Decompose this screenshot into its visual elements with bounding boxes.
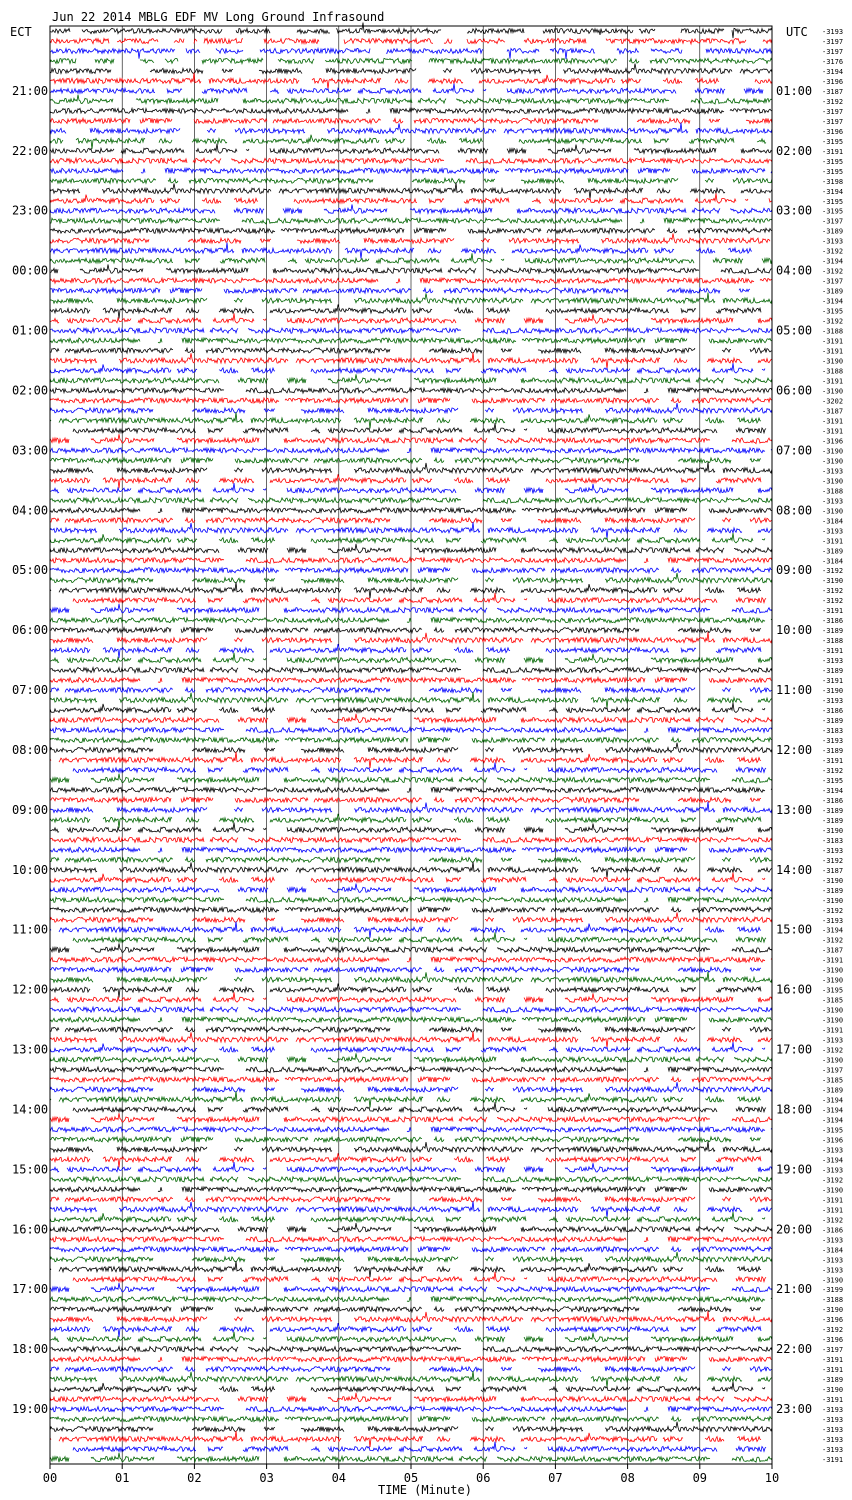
trace-offset-label: -3189 (822, 627, 844, 636)
trace-offset-label: -3195 (822, 1126, 844, 1135)
left-hour-label: 06:00 (12, 623, 49, 638)
trace-offset-label: -3197 (822, 47, 844, 56)
trace-offset-label: -3183 (822, 727, 844, 736)
trace-offset-label: -3188 (822, 487, 844, 496)
trace-offset-label: -3190 (822, 687, 844, 696)
right-hour-label: 06:00 (776, 383, 813, 398)
trace-offset-label: -3193 (822, 237, 844, 246)
left-hour-label: 10:00 (12, 862, 49, 877)
trace-offset-label: -3192 (822, 267, 844, 276)
right-hour-label: 17:00 (776, 1042, 813, 1057)
left-hour-label: 08:00 (12, 742, 49, 757)
right-hour-label: 23:00 (776, 1402, 813, 1417)
trace-offset-label: -3196 (822, 77, 844, 86)
x-tick-label: 09 (692, 1471, 708, 1485)
trace-offset-label: -3193 (822, 697, 844, 706)
right-hour-label: 05:00 (776, 323, 813, 338)
trace-offset-label: -3191 (822, 607, 844, 616)
right-hour-label: 19:00 (776, 1162, 813, 1177)
left-hour-label: 12:00 (12, 982, 49, 997)
trace-offset-label: -3196 (822, 127, 844, 136)
left-hour-label: 15:00 (12, 1162, 49, 1177)
trace-offset-label: -3191 (822, 537, 844, 546)
trace-offset-label: -3189 (822, 717, 844, 726)
trace-offset-label: -3193 (822, 1406, 844, 1415)
trace-offset-label: -3176 (822, 57, 844, 66)
trace-offset-label: -3189 (822, 806, 844, 815)
trace-offset-label: -3190 (822, 1276, 844, 1285)
trace-offset-label: -3195 (822, 157, 844, 166)
trace-offset-label: -3192 (822, 1216, 844, 1225)
x-axis-label: TIME (Minute) (378, 1483, 472, 1497)
trace-offset-label: -3186 (822, 617, 844, 626)
right-hour-label: 01:00 (776, 83, 813, 98)
trace-offset-label: -3183 (822, 836, 844, 845)
right-hour-label: 04:00 (776, 263, 813, 278)
trace-offset-label: -3195 (822, 307, 844, 316)
right-hour-label: 08:00 (776, 503, 813, 518)
trace-offset-label: -3195 (822, 137, 844, 146)
left-hour-label: 16:00 (12, 1222, 49, 1237)
trace-offset-label: -3192 (822, 587, 844, 596)
trace-offset-label: -3190 (822, 896, 844, 905)
trace-offset-label: -3193 (822, 1446, 844, 1455)
trace-offset-label: -3190 (822, 1056, 844, 1065)
left-hour-label: 02:00 (12, 383, 49, 398)
trace-offset-label: -3194 (822, 187, 844, 196)
trace-offset-label: -3194 (822, 67, 844, 76)
trace-offset-label: -3191 (822, 147, 844, 156)
trace-offset-label: -3191 (822, 1396, 844, 1405)
trace-offset-label: -3193 (822, 1266, 844, 1275)
trace-offset-label: -3196 (822, 1316, 844, 1325)
x-tick-label: 06 (475, 1471, 491, 1485)
trace-offset-label: -3193 (822, 737, 844, 746)
trace-offset-label: -3196 (822, 1136, 844, 1145)
trace-offset-label: -3189 (822, 1376, 844, 1385)
trace-offset-label: -3194 (822, 926, 844, 935)
trace-offset-label: -3196 (822, 437, 844, 446)
trace-offset-label: -3192 (822, 597, 844, 606)
trace-offset-label: -3190 (822, 966, 844, 975)
trace-offset-label: -3192 (822, 97, 844, 106)
trace-offset-label: -3187 (822, 866, 844, 875)
trace-offset-label: -3193 (822, 497, 844, 506)
trace-offset-label: -3190 (822, 1386, 844, 1395)
left-hour-label: 22:00 (12, 143, 49, 158)
trace-offset-label: -3195 (822, 197, 844, 206)
trace-offset-label: -3189 (822, 547, 844, 556)
left-hour-label: 00:00 (12, 263, 49, 278)
left-hour-label: 01:00 (12, 323, 49, 338)
right-hour-label: 02:00 (776, 143, 813, 158)
trace-offset-label: -3194 (822, 1106, 844, 1115)
x-tick-label: 07 (548, 1471, 563, 1485)
trace-offset-label: -3190 (822, 1186, 844, 1195)
trace-offset-label: -3194 (822, 1156, 844, 1165)
trace-offset-label: -3193 (822, 1256, 844, 1265)
right-hour-label: 15:00 (776, 922, 813, 937)
trace-offset-label: -3190 (822, 976, 844, 985)
trace-offset-label: -3190 (822, 1006, 844, 1015)
right-hour-label: 20:00 (776, 1222, 813, 1237)
trace-offset-label: -3190 (822, 577, 844, 586)
trace-offset-label: -3190 (822, 447, 844, 456)
trace-offset-label: -3190 (822, 457, 844, 466)
trace-offset-label: -3191 (822, 417, 844, 426)
left-hour-label: 21:00 (12, 83, 49, 98)
trace-offset-label: -3193 (822, 916, 844, 925)
trace-offset-label: -3193 (822, 657, 844, 666)
trace-offset-label: -3191 (822, 1456, 844, 1465)
x-tick-label: 02 (187, 1471, 202, 1485)
trace-offset-label: -3193 (822, 1436, 844, 1445)
left-hour-label: 19:00 (12, 1402, 49, 1417)
trace-offset-label: -3189 (822, 816, 844, 825)
trace-offset-label: -3191 (822, 377, 844, 386)
trace-offset-label: -3189 (822, 746, 844, 755)
trace-offset-label: -3186 (822, 796, 844, 805)
trace-offset-label: -3192 (822, 1046, 844, 1055)
trace-offset-label: -3197 (822, 37, 844, 46)
left-hour-label: 13:00 (12, 1042, 49, 1057)
trace-offset-label: -3195 (822, 986, 844, 995)
trace-offset-label: -3196 (822, 1336, 844, 1345)
left-hour-label: 18:00 (12, 1342, 49, 1357)
left-hour-label: 07:00 (12, 683, 49, 698)
trace-offset-label: -3193 (822, 27, 844, 36)
trace-offset-label: -3191 (822, 677, 844, 686)
trace-offset-labels (822, 28, 843, 1464)
trace-offset-label: -3202 (822, 397, 844, 406)
trace-offset-label: -3199 (822, 1286, 844, 1295)
trace-offset-label: -3187 (822, 87, 844, 96)
trace-offset-label: -3197 (822, 1346, 844, 1355)
trace-offset-label: -3191 (822, 647, 844, 656)
trace-offset-label: -3191 (822, 1026, 844, 1035)
trace-offset-label: -3195 (822, 167, 844, 176)
trace-offset-label: -3189 (822, 1086, 844, 1095)
trace-offset-label: -3195 (822, 207, 844, 216)
trace-offset-label: -3194 (822, 257, 844, 266)
trace-offset-label: -3188 (822, 637, 844, 646)
left-hour-label: 14:00 (12, 1102, 49, 1117)
trace-offset-label: -3192 (822, 856, 844, 865)
trace-offset-label: -3184 (822, 517, 844, 526)
trace-offset-label: -3192 (822, 317, 844, 326)
trace-offset-label: -3191 (822, 756, 844, 765)
trace-offset-label: -3193 (822, 467, 844, 476)
right-hour-label: 09:00 (776, 563, 813, 578)
trace-offset-label: -3185 (822, 1076, 844, 1085)
trace-offset-label: -3189 (822, 667, 844, 676)
trace-offset-label: -3191 (822, 1366, 844, 1375)
trace-offset-label: -3190 (822, 357, 844, 366)
trace-offset-label: -3194 (822, 297, 844, 306)
trace-offset-label: -3194 (822, 1116, 844, 1125)
trace-offset-label: -3187 (822, 407, 844, 416)
trace-offset-label: -3190 (822, 477, 844, 486)
trace-offset-label: -3190 (822, 387, 844, 396)
trace-offset-label: -3193 (822, 1426, 844, 1435)
trace-offset-label: -3193 (822, 1166, 844, 1175)
right-timezone-label: UTC (786, 25, 808, 39)
trace-offset-label: -3186 (822, 707, 844, 716)
trace-offset-label: -3188 (822, 1296, 844, 1305)
left-hour-label: 09:00 (12, 802, 49, 817)
trace-offset-label: -3188 (822, 367, 844, 376)
trace-offset-label: -3190 (822, 826, 844, 835)
trace-offset-label: -3197 (822, 277, 844, 286)
trace-offset-label: -3198 (822, 177, 844, 186)
trace-offset-label: -3187 (822, 946, 844, 955)
trace-offset-label: -3184 (822, 1246, 844, 1255)
trace-offset-label: -3193 (822, 1236, 844, 1245)
left-hour-label: 23:00 (12, 203, 49, 218)
x-tick-label: 10 (764, 1471, 780, 1485)
trace-offset-label: -3191 (822, 1206, 844, 1215)
trace-offset-label: -3197 (822, 117, 844, 126)
trace-offset-label: -3189 (822, 287, 844, 296)
trace-offset-label: -3191 (822, 337, 844, 346)
trace-offset-label: -3188 (822, 327, 844, 336)
left-hour-label: 03:00 (12, 443, 49, 458)
trace-offset-label: -3186 (822, 1226, 844, 1235)
left-hour-label: 05:00 (12, 563, 49, 578)
trace-offset-label: -3195 (822, 776, 844, 785)
right-hour-label: 14:00 (776, 862, 813, 877)
trace-offset-label: -3192 (822, 567, 844, 576)
x-tick-label: 05 (403, 1471, 419, 1485)
right-hour-label: 13:00 (776, 802, 813, 817)
trace-offset-label: -3193 (822, 1036, 844, 1045)
trace-offset-label: -3193 (822, 846, 844, 855)
trace-offset-label: -3193 (822, 1416, 844, 1425)
trace-offset-label: -3191 (822, 427, 844, 436)
x-tick-label: 08 (620, 1471, 635, 1485)
x-tick-label: 01 (114, 1471, 130, 1485)
trace-offset-label: -3190 (822, 876, 844, 885)
trace-offset-label: -3191 (822, 956, 844, 965)
trace-offset-label: -3190 (822, 1306, 844, 1315)
trace-offset-label: -3191 (822, 1356, 844, 1365)
right-hour-label: 16:00 (776, 982, 813, 997)
x-tick-label: 03 (259, 1471, 274, 1485)
trace-offset-label: -3191 (822, 347, 844, 356)
chart-title: Jun 22 2014 MBLG EDF MV Long Ground Infrasound (52, 10, 385, 24)
right-hour-label: 11:00 (776, 683, 813, 698)
trace-offset-label: -3197 (822, 107, 844, 116)
trace-offset-label: -3192 (822, 936, 844, 945)
trace-offset-label: -3192 (822, 766, 844, 775)
right-hour-label: 10:00 (776, 623, 813, 638)
trace-offset-label: -3189 (822, 227, 844, 236)
trace-offset-label: -3192 (822, 247, 844, 256)
right-hour-label: 22:00 (776, 1342, 813, 1357)
right-hour-label: 07:00 (776, 443, 813, 458)
trace-offset-label: -3192 (822, 1176, 844, 1185)
trace-offset-label: -3185 (822, 996, 844, 1005)
left-timezone-label: ECT (10, 25, 32, 39)
trace-offset-label: -3192 (822, 906, 844, 915)
trace-offset-label: -3197 (822, 1066, 844, 1075)
x-tick-label: 04 (331, 1471, 347, 1485)
trace-offset-label: -3192 (822, 1326, 844, 1335)
trace-offset-label: -3190 (822, 1016, 844, 1025)
trace-offset-label: -3189 (822, 886, 844, 895)
trace-offset-label: -3184 (822, 557, 844, 566)
right-hour-label: 21:00 (776, 1282, 813, 1297)
trace-offset-label: -3194 (822, 786, 844, 795)
trace-offset-label: -3191 (822, 1196, 844, 1205)
trace-offset-label: -3193 (822, 1146, 844, 1155)
left-hour-label: 17:00 (12, 1282, 49, 1297)
trace-offset-label: -3190 (822, 507, 844, 516)
left-hour-label: 04:00 (12, 503, 49, 518)
trace-offset-label: -3193 (822, 527, 844, 536)
right-hour-label: 18:00 (776, 1102, 813, 1117)
right-hour-label: 12:00 (776, 742, 813, 757)
left-hour-label: 11:00 (12, 922, 49, 937)
trace-offset-label: -3197 (822, 217, 844, 226)
x-tick-label: 00 (42, 1471, 58, 1485)
trace-offset-label: -3194 (822, 1096, 844, 1105)
right-hour-label: 03:00 (776, 203, 813, 218)
